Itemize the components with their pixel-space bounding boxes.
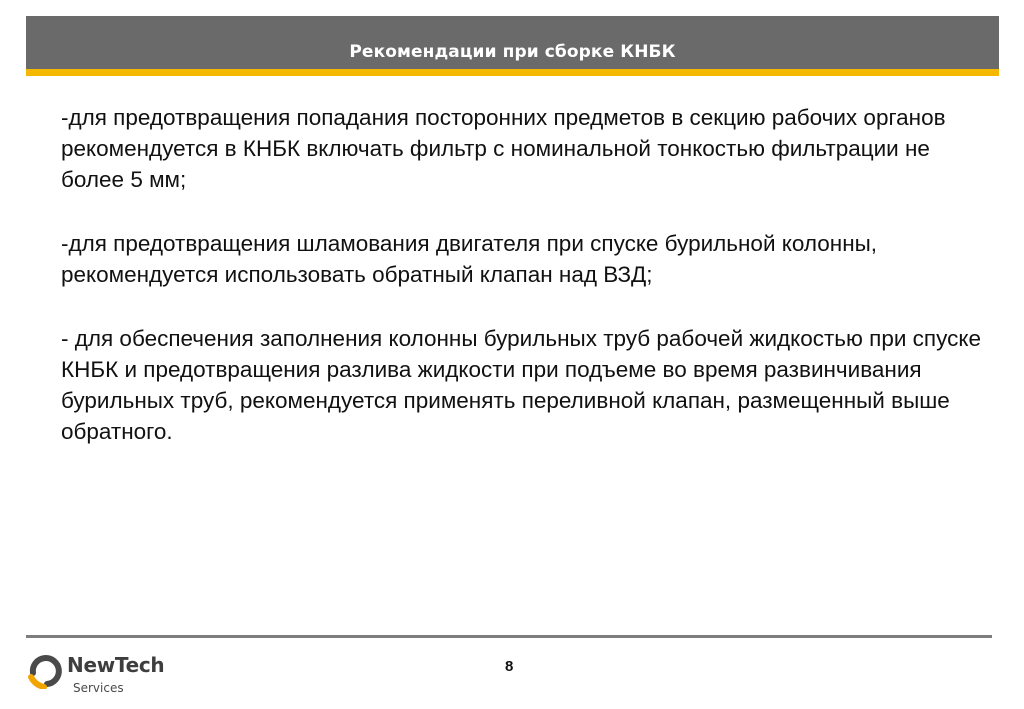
logo-name: NewTech — [67, 653, 165, 677]
logo-subtitle: Services — [73, 681, 124, 695]
paragraph-overflow-valve: - для обеспечения заполнения колонны бурильных труб рабочей жидкостью при спуске КНБК и предотвращения разлива жидкости при подъеме во время развинчивания бурильных труб, рекомендуется применять переливной клапан, размещенный выше обратного. — [61, 326, 981, 444]
page-number: 8 — [505, 658, 514, 675]
newtech-logo — [27, 645, 187, 701]
footer-divider — [26, 635, 992, 638]
title-accent-stripe — [26, 69, 999, 76]
paragraph-filter: -для предотвращения попадания посторонних предметов в секцию рабочих органов рекомендуется в КНБК включать фильтр с номинальной тонкостью фильтрации не более 5 мм; — [61, 105, 946, 192]
slide-title: Рекомендации при сборке КНБК — [349, 41, 676, 62]
newtech-ring-logo-icon — [27, 647, 67, 689]
paragraph-check-valve: -для предотвращения шламования двигателя при спуске бурильной колонны, рекомендуется использовать обратный клапан над ВЗД; — [61, 231, 878, 287]
slide-title-bar — [26, 16, 999, 69]
slide-body — [61, 102, 981, 480]
